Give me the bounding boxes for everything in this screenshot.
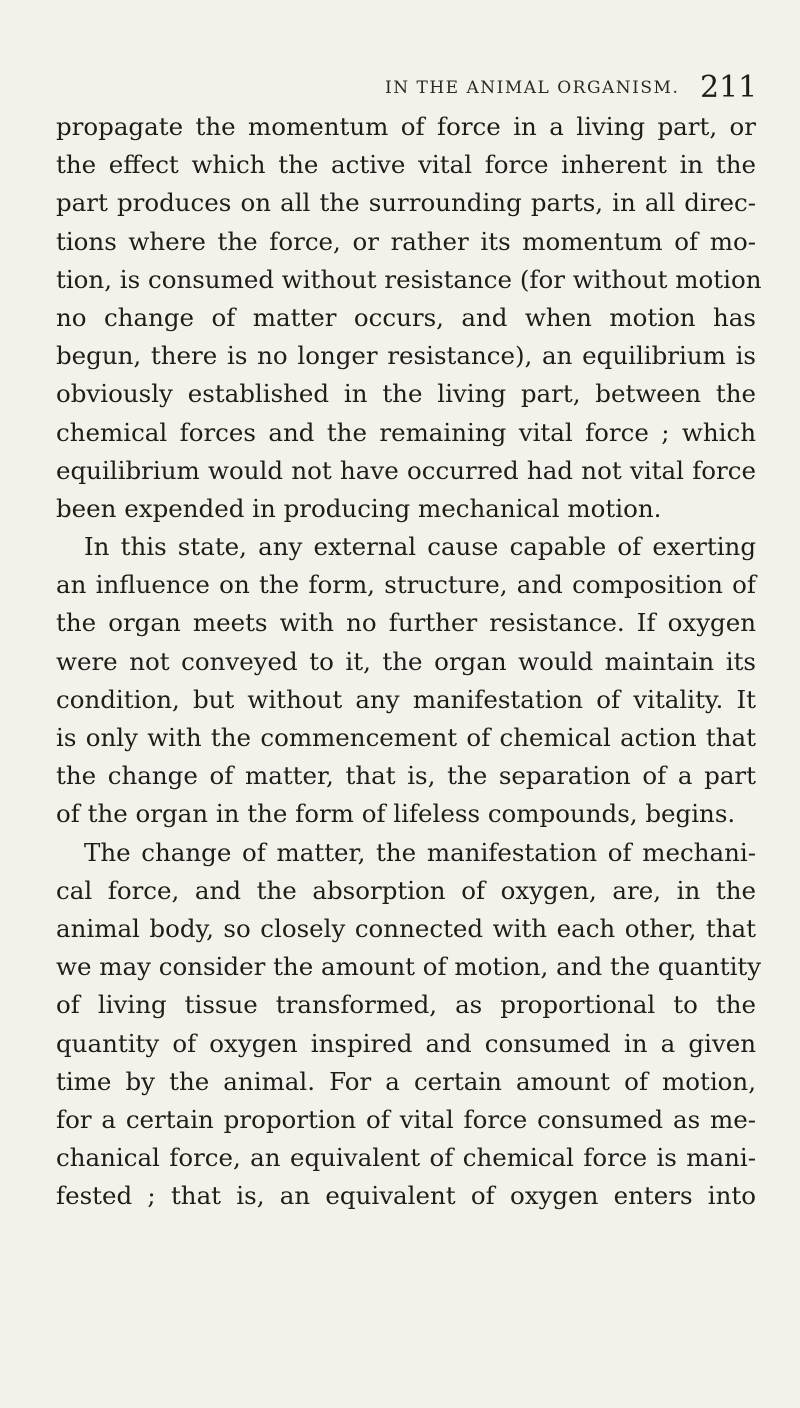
text-line: quantity of oxygen inspired and consumed in a given — [56, 1028, 756, 1058]
text-line: part produces on all the surrounding parts, in all direc- — [56, 188, 756, 218]
text-line: the organ meets with no further resistance. If oxygen — [56, 608, 756, 638]
text-line: were not conveyed to it, the organ would maintain its — [56, 646, 756, 676]
text-line: equilibrium would not have occurred had not vital force — [56, 455, 756, 485]
text-line: we may consider the amount of motion, and the quantity — [56, 952, 762, 982]
text-line: cal force, and the absorption of oxygen, are, in the — [56, 875, 756, 905]
running-title: IN THE ANIMAL ORGANISM. — [385, 78, 680, 98]
text-line: tions where the force, or rather its momentum of mo- — [56, 226, 756, 256]
text-line: animal body, so closely connected with each other, that — [56, 913, 756, 943]
text-line: time by the animal. For a certain amount of motion, — [56, 1066, 756, 1096]
text-line: an influence on the form, structure, and composition of — [56, 570, 756, 600]
text-line: tion, is consumed without resistance (for without motion — [56, 264, 762, 294]
body-text — [56, 108, 762, 1215]
page-number: 211 — [700, 70, 758, 105]
text-line: chanical force, an equivalent of chemical force is mani- — [56, 1143, 756, 1173]
text-line: condition, but without any manifestation of vitality. It — [56, 684, 756, 714]
text-line: In this state, any external cause capable of exerting — [84, 532, 756, 562]
text-line: propagate the momentum of force in a living part, or — [56, 112, 756, 141]
text-line: begun, there is no longer resistance), an equilibrium is — [56, 341, 756, 371]
text-line: the effect which the active vital force inherent in the — [56, 150, 756, 180]
text-line: fested ; that is, an equivalent of oxygen enters into — [56, 1181, 756, 1211]
text-line: for a certain proportion of vital force consumed as me- — [56, 1104, 756, 1134]
text-line: chemical forces and the remaining vital force ; which — [56, 417, 756, 447]
text-line: is only with the commencement of chemical action that — [56, 723, 756, 752]
text-line: of the organ in the form of lifeless compounds, begins. — [56, 799, 736, 829]
text-line: been expended in producing mechanical motion. — [56, 493, 662, 523]
text-line: The change of matter, the manifestation of mechani- — [84, 837, 756, 867]
text-line: no change of matter occurs, and when motion has — [56, 302, 756, 332]
text-line: of living tissue transformed, as proportional to the — [56, 990, 756, 1020]
text-line: the change of matter, that is, the separation of a part — [56, 761, 756, 791]
text-line: obviously established in the living part, between the — [56, 379, 756, 409]
